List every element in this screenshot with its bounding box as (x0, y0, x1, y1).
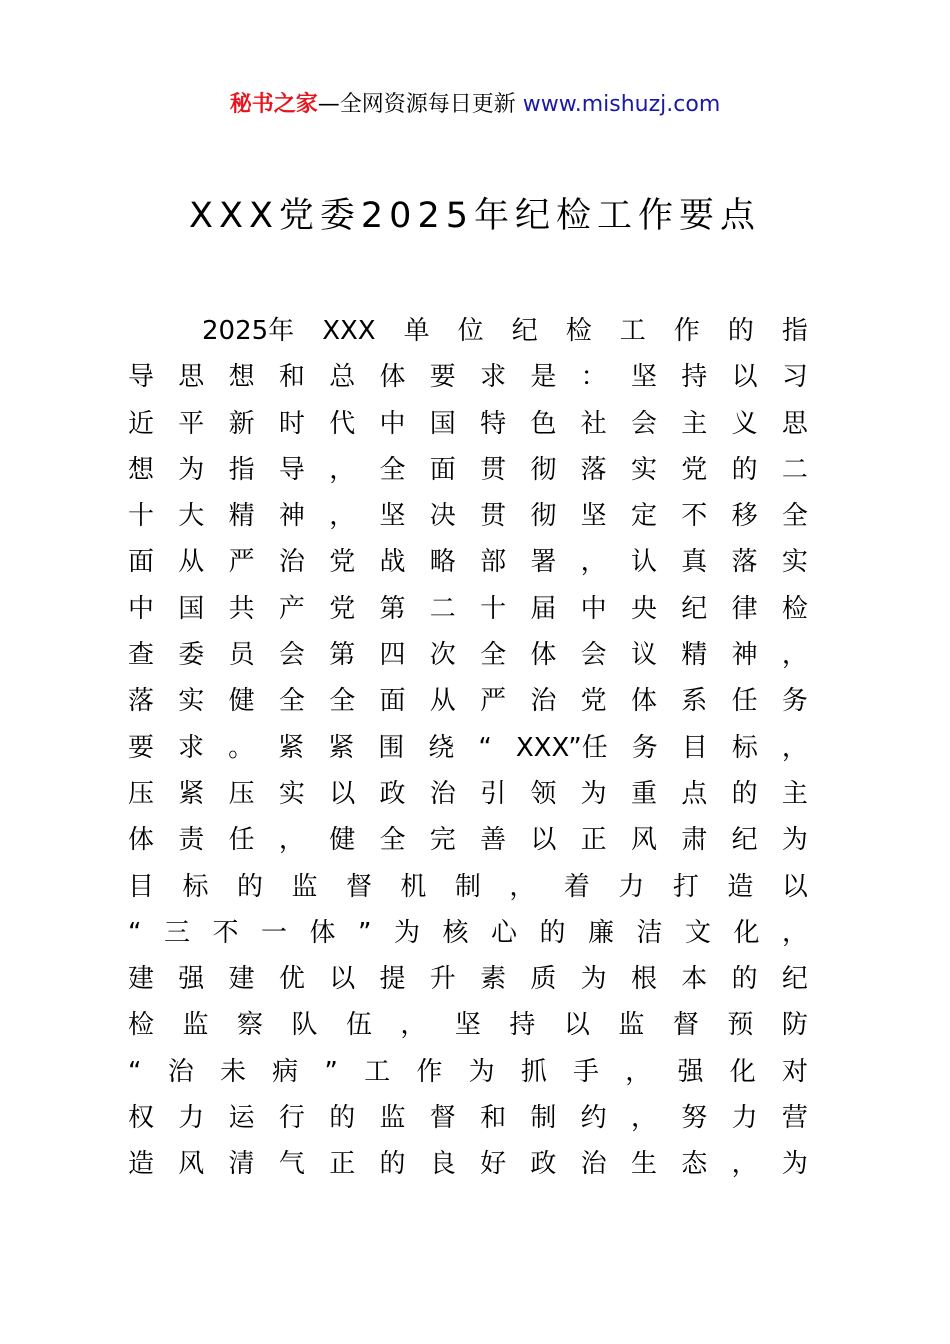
body-line: “ 三 不 一 体 ” 为 核 心 的 廉 洁 文 化 ， (128, 917, 808, 948)
site-header (0, 88, 950, 122)
body-line: 面 从 严 治 党 战 略 部 署 ， 认 真 落 实 (128, 547, 808, 578)
body-line: 十 大 精 神 ， 坚 决 贯 彻 坚 定 不 移 全 (128, 501, 808, 532)
body-line: 目 标 的 监 督 机 制 ， 着 力 打 造 以 (128, 871, 808, 902)
body-line: 要 求 。 紧 紧 围 绕 “ XXX”任 务 目 标 ， (128, 732, 808, 763)
body-line: 落 实 健 全 全 面 从 严 治 党 体 系 任 务 (128, 686, 808, 717)
body-line: 权 力 运 行 的 监 督 和 制 约 ， 努 力 营 (128, 1103, 808, 1134)
body-line: 中 国 共 产 党 第 二 十 届 中 央 纪 律 检 (128, 593, 808, 624)
body-line: “ 治 未 病 ” 工 作 为 抓 手 ， 强 化 对 (128, 1056, 808, 1087)
site-url-link[interactable]: www.mishuzj.com (522, 92, 721, 117)
document-body (128, 308, 808, 1188)
body-line: 导 思 想 和 总 体 要 求 是 ： 坚 持 以 习 (128, 362, 808, 393)
document-title: XXX党委2025年纪检工作要点 (188, 196, 761, 236)
body-line: 体 责 任 ， 健 全 完 善 以 正 风 肃 纪 为 (128, 825, 808, 856)
body-line: 压 紧 压 实 以 政 治 引 领 为 重 点 的 主 (128, 778, 808, 809)
body-line: 建 强 建 优 以 提 升 素 质 为 根 本 的 纪 (128, 964, 808, 995)
body-line: 造 风 清 气 正 的 良 好 政 治 生 态 ， 为 (128, 1149, 808, 1180)
site-brand: 秘书之家 (229, 92, 318, 117)
body-line: 近 平 新 时 代 中 国 特 色 社 会 主 义 思 (128, 408, 808, 439)
body-line: 2025年 XXX 单 位 纪 检 工 作 的 指 (202, 316, 808, 346)
body-line: 查 委 员 会 第 四 次 全 体 会 议 精 神 ， (128, 640, 808, 671)
site-tagline: —全网资源每日更新 (317, 92, 523, 117)
body-line: 想 为 指 导 ， 全 面 贯 彻 落 实 党 的 二 (128, 454, 808, 485)
body-line: 检 监 察 队 伍 ， 坚 持 以 监 督 预 防 (128, 1010, 808, 1041)
